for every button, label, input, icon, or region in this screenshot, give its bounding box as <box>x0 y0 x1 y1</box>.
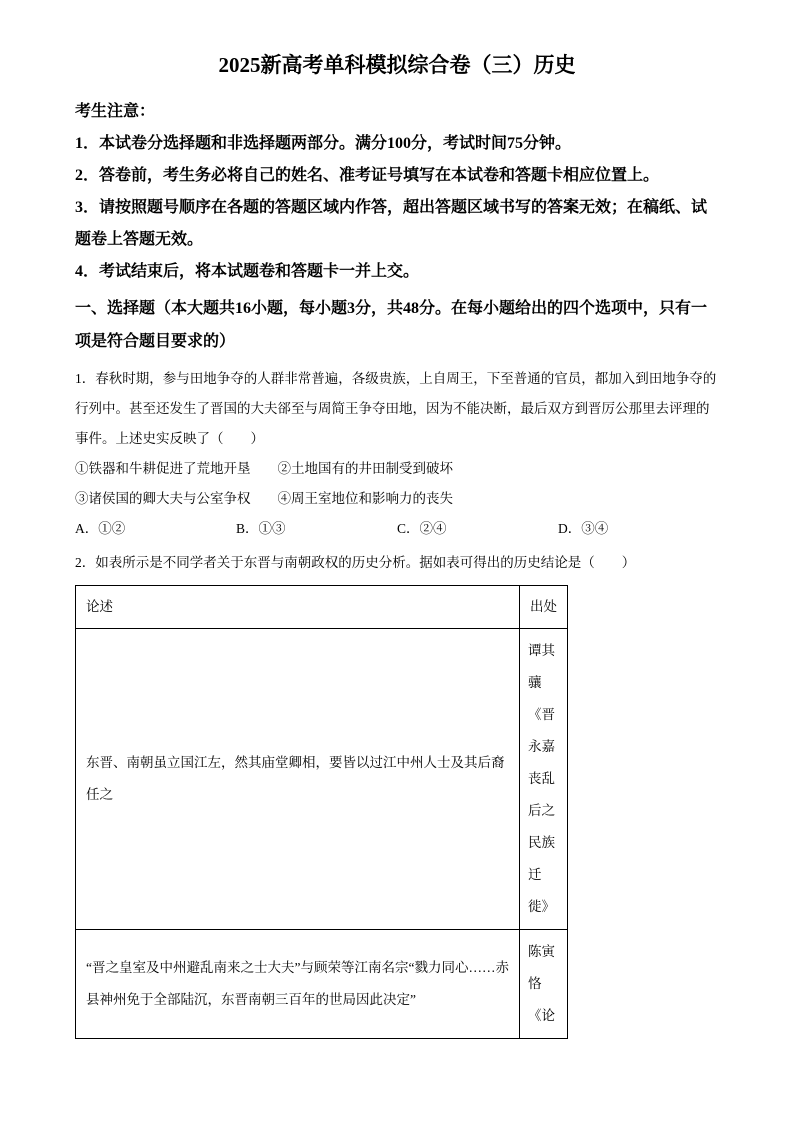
notice-heading: 考生注意： <box>75 103 156 120</box>
question-2-table <box>75 585 568 1039</box>
table-cell-source: 谭其骧《晋永嘉丧乱后之民族迁徙》 <box>520 629 568 930</box>
question-1-stem: 1．春秋时期，参与田地争夺的人群非常普遍，各级贵族，上自周王，下至普通的官员，都加入到田地争夺的行列中。甚至还发生了晋国的大夫郤至与周简王争夺田地，因为不能决断，最后双方到晋厉公那里去评理的事件。上述史实反映了（ ） <box>75 371 717 446</box>
option-c: C．②④ <box>397 521 447 536</box>
question-1-statement-line-2: ③诸侯国的卿大夫与公室争权 ④周王室地位和影响力的丧失 <box>75 491 453 506</box>
table-cell-source: 陈寅恪《论 <box>520 930 568 1039</box>
table-header-source: 出处 <box>520 586 568 629</box>
candidate-notice <box>75 96 719 288</box>
table-cell-statement: 东晋、南朝虽立国江左，然其庙堂卿相，要皆以过江中州人士及其后裔任之 <box>76 629 520 930</box>
option-d: D．③④ <box>558 521 609 536</box>
question-1-statement-line-1: ①铁器和牛耕促进了荒地开垦 ②土地国有的井田制受到破坏 <box>75 461 453 476</box>
section-1-heading: 一、选择题（本大题共16小题，每小题3分，共48分。在每小题给出的四个选项中，只有一项是符合题目要求的） <box>75 300 708 350</box>
question-1-options <box>75 514 719 544</box>
table-header-row <box>76 586 568 629</box>
question-2 <box>75 548 719 1039</box>
notice-item-1: 1．本试卷分选择题和非选择题两部分。满分100分，考试时间75分钟。 <box>75 135 572 152</box>
page-title: 2025新高考单科模拟综合卷（三）历史 <box>218 53 576 77</box>
question-1 <box>75 364 719 544</box>
notice-item-4: 4．考试结束后，将本试题卷和答题卡一并上交。 <box>75 263 420 280</box>
notice-item-2: 2．答卷前，考生务必将自己的姓名、准考证号填写在本试卷和答题卡相应位置上。 <box>75 167 660 184</box>
table-row <box>76 930 568 1039</box>
table-cell-statement: “晋之皇室及中州避乱南来之士大夫”与顾荣等江南名宗“戮力同心……赤县神州免于全部陆沉，东晋南朝三百年的世局因此决定” <box>76 930 520 1039</box>
table-header-statement: 论述 <box>76 586 520 629</box>
option-a: A．①② <box>75 521 126 536</box>
notice-item-3: 3．请按照题号顺序在各题的答题区域内作答，超出答题区域书写的答案无效；在稿纸、试题卷上答题无效。 <box>75 199 708 248</box>
table-row <box>76 629 568 930</box>
question-2-stem: 2．如表所示是不同学者关于东晋与南朝政权的历史分析。据如表可得出的历史结论是（ ） <box>75 555 636 570</box>
question-1-statements <box>75 454 719 514</box>
option-b: B．①③ <box>236 521 286 536</box>
